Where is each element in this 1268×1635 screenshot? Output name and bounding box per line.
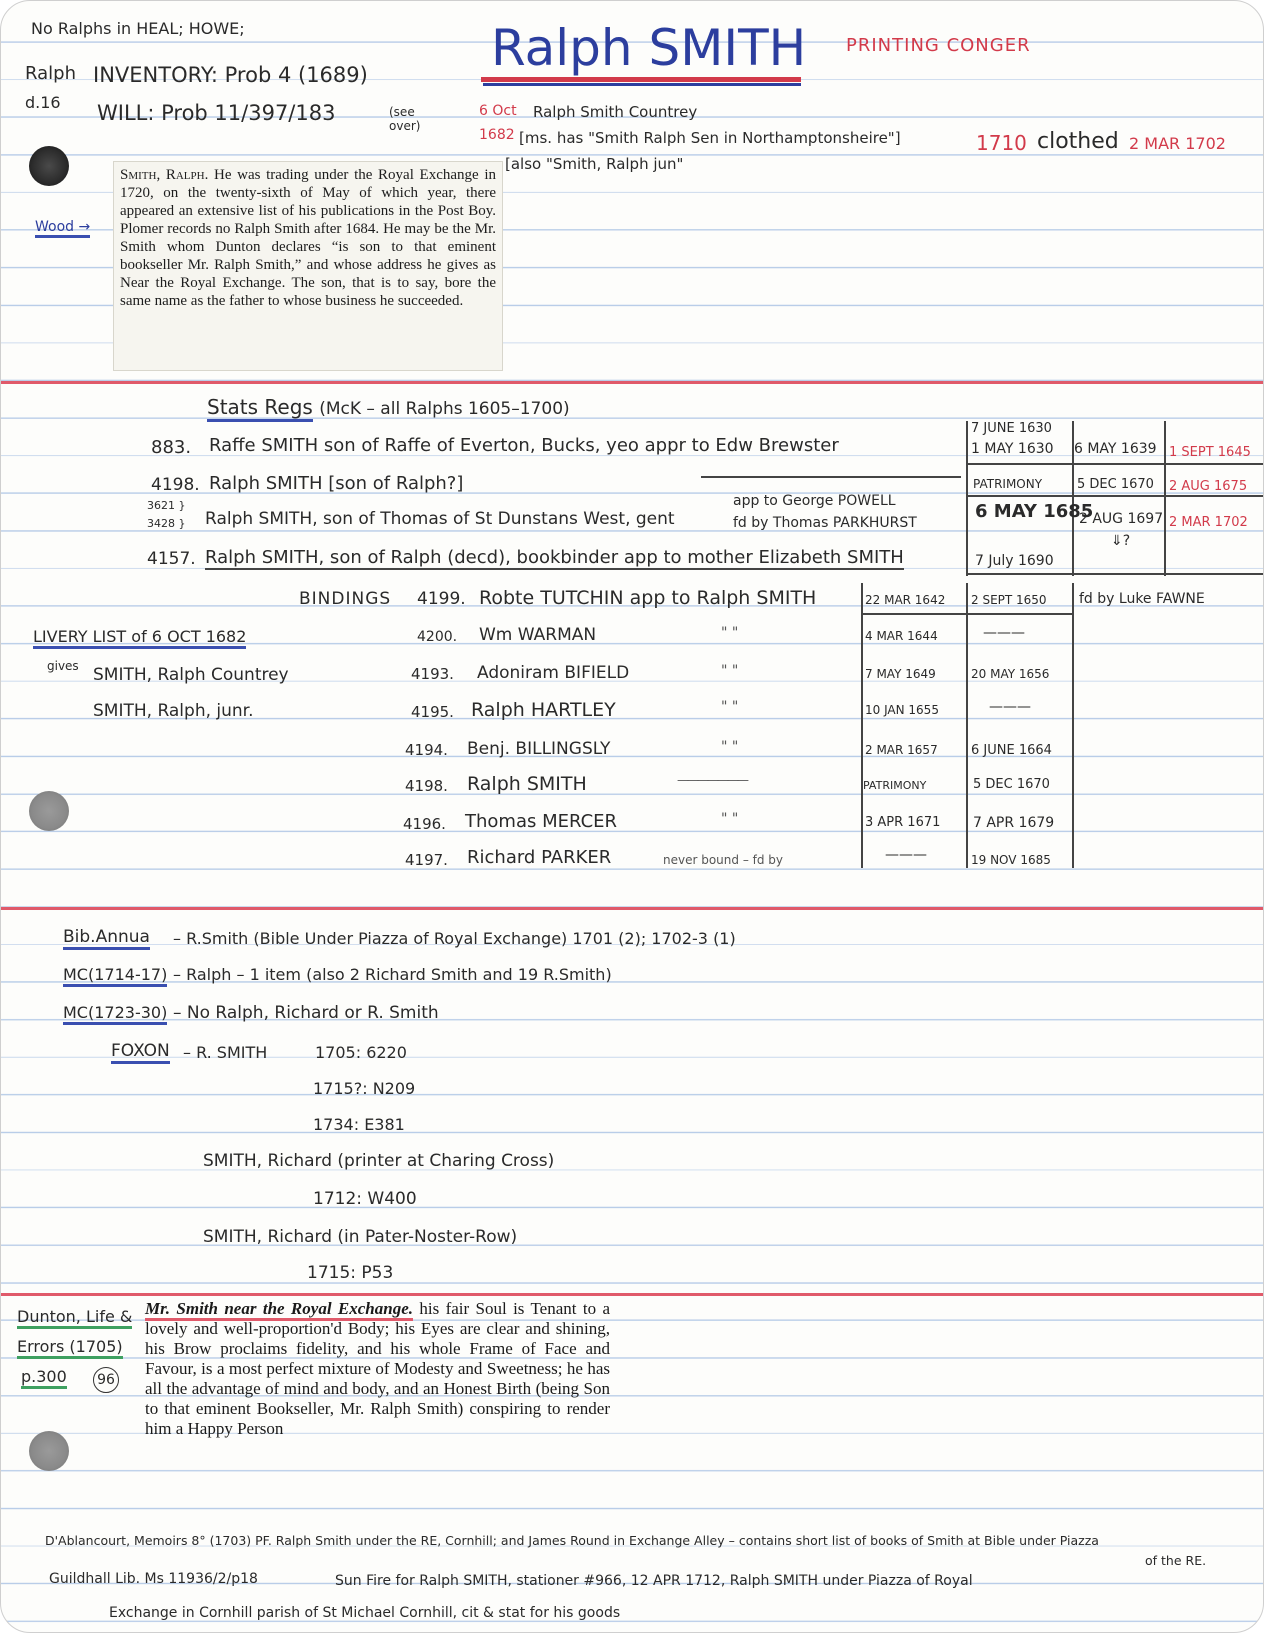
livery-heading-text: LIVERY LIST of 6 OCT 1682 xyxy=(33,627,246,649)
binding-num: 4193. xyxy=(411,665,454,683)
binding-name: Thomas MERCER xyxy=(465,811,618,832)
stats-row-num: 4157. xyxy=(147,549,196,569)
binding-ditto: " " xyxy=(721,663,739,679)
binding-date: 19 NOV 1685 xyxy=(971,853,1051,867)
will-ref: WILL: Prob 11/397/183 xyxy=(97,101,336,125)
category-tags: PRINTING CONGER xyxy=(846,35,1031,56)
punch-hole-top xyxy=(29,146,69,186)
date-6oct: 6 Oct xyxy=(479,103,517,119)
richard-smith-2-ref: 1715: P53 xyxy=(307,1263,394,1283)
stats-row-text: Ralph SMITH [son of Ralph?] xyxy=(209,473,464,494)
dunton-quote-text: his fair Soul is Tenant to a lovely and well-proportion'd Body; his Eyes are clear and shining, his Brow proclaims fidelity, and his whole Frame of Face and Favour, is a most perfect mixture of Modesty and Sweetness; he has all the advantage of mind and body, and an Honest Birth (being Son to that eminent Bookseller, Mr. Ralph Smith) conspiring to render him a Happy Person xyxy=(145,1299,610,1438)
stats-row-text: Raffe SMITH son of Raffe of Everton, Bucks, yeo appr to Edw Brewster xyxy=(209,435,839,456)
dunton-label-1 xyxy=(17,1307,132,1326)
stats-regs-title: Stats Regs xyxy=(207,395,313,422)
foxon-ref: 1734: E381 xyxy=(313,1115,405,1134)
ref-text: – R. SMITH xyxy=(183,1043,268,1062)
grid-line xyxy=(701,476,961,478)
binding-name: Robte TUTCHIN app to Ralph SMITH xyxy=(479,587,817,609)
wood-label-text: Wood → xyxy=(35,219,90,238)
clothed-year: 1710 xyxy=(976,131,1027,155)
section-divider-1 xyxy=(1,381,1263,384)
livery-heading xyxy=(33,627,246,646)
binding-date: PATRIMONY xyxy=(863,779,927,792)
wood-clipping xyxy=(113,161,503,371)
stats-row-num: 4198. xyxy=(151,475,200,495)
ref-foxon xyxy=(111,1041,170,1061)
binding-date: 2 MAR 1657 xyxy=(865,743,938,757)
ref-label: MC(1723-30) xyxy=(63,1003,167,1025)
binding-num: 4197. xyxy=(405,851,448,869)
ref-text: – No Ralph, Richard or R. Smith xyxy=(173,1003,439,1023)
binding-num: 4196. xyxy=(403,815,446,833)
ref-bib-annua xyxy=(63,927,150,947)
section-divider-3 xyxy=(1,1293,1263,1296)
stats-date: 7 July 1690 xyxy=(975,553,1054,569)
livery-gives: gives xyxy=(47,659,79,673)
dablancourt-note-end: of the RE. xyxy=(1145,1553,1207,1568)
dunton-label-2 xyxy=(17,1337,123,1356)
dunton-page-text: p.300 xyxy=(21,1367,67,1389)
binding-num: 4200. xyxy=(417,629,458,645)
grid-line xyxy=(966,583,968,868)
stats-date: 7 JUNE 1630 xyxy=(971,421,1052,436)
livery-note-2: [ms. has "Smith Ralph Sen in Northamptonsheire"] xyxy=(519,129,901,147)
stats-date: 1 MAY 1630 xyxy=(971,441,1054,457)
ref-mc-1714 xyxy=(63,965,167,984)
page-title: Ralph SMITH xyxy=(491,19,807,77)
died-label: d.16 xyxy=(25,93,61,112)
binding-num: 4198. xyxy=(405,777,448,795)
ref-mc-1723 xyxy=(63,1003,167,1022)
wood-label xyxy=(35,219,90,235)
grid-line xyxy=(966,495,1264,497)
dunton-page xyxy=(21,1367,67,1386)
wood-clipping-lead: Smith, Ralph. xyxy=(120,167,209,183)
inventory-ref: INVENTORY: Prob 4 (1689) xyxy=(93,63,368,87)
sunfire-note: Sun Fire for Ralph SMITH, stationer #966, 12 APR 1712, Ralph SMITH under Piazza of Royal xyxy=(335,1573,973,1589)
grid-line xyxy=(1164,421,1166,576)
grid-line xyxy=(966,421,968,576)
stats-date: 6 MAY 1685 xyxy=(975,501,1094,522)
grid-line xyxy=(861,583,863,868)
binding-name: Benj. BILLINGSLY xyxy=(467,739,611,759)
livery-entry-1: SMITH, Ralph Countrey xyxy=(93,665,289,685)
dunton-label-text: Dunton, Life & xyxy=(17,1307,132,1329)
bindings-label: BINDINGS xyxy=(299,589,392,609)
binding-ditto: " " xyxy=(721,811,739,827)
sunfire-note-2: Exchange in Cornhill parish of St Michael Cornhill, cit & stat for his goods xyxy=(109,1605,621,1621)
binding-date: 3 APR 1671 xyxy=(865,815,941,830)
ref-label: Bib.Annua xyxy=(63,927,150,950)
binding-date: 20 MAY 1656 xyxy=(971,667,1050,681)
stats-regs-note: (McK – all Ralphs 1605–1700) xyxy=(319,399,570,419)
binding-date: 10 JAN 1655 xyxy=(865,703,939,717)
richard-smith-2: SMITH, Richard (in Pater-Noster-Row) xyxy=(203,1227,518,1247)
title-underline xyxy=(481,77,801,82)
guildhall-ref: Guildhall Lib. Ms 11936/2/p18 xyxy=(49,1571,258,1587)
stats-regs-heading xyxy=(207,395,570,419)
livery-note-1: Ralph Smith Countrey xyxy=(533,103,698,121)
livery-note-3: [also "Smith, Ralph jun" xyxy=(505,155,684,173)
stats-date: PATRIMONY xyxy=(973,477,1043,491)
stats-row-app: app to George POWELL xyxy=(733,493,896,509)
binding-name: Adoniram BIFIELD xyxy=(477,663,630,683)
stats-row-fd: fd by Thomas PARKHURST xyxy=(733,515,917,531)
binding-date: 2 SEPT 1650 xyxy=(971,593,1047,607)
binding-name: Richard PARKER xyxy=(467,847,612,868)
stats-date: 5 DEC 1670 xyxy=(1077,477,1154,492)
ref-text: – R.Smith (Bible Under Piazza of Royal Exchange) 1701 (2); 1702-3 (1) xyxy=(173,929,736,948)
stats-row-text xyxy=(205,547,904,568)
grid-line xyxy=(966,463,1264,465)
dunton-quote xyxy=(145,1299,610,1439)
richard-smith-1-ref: 1712: W400 xyxy=(313,1189,417,1209)
binding-name: Ralph SMITH xyxy=(467,773,587,795)
binding-date: ——— xyxy=(983,625,1025,641)
binding-date: 7 APR 1679 xyxy=(973,815,1055,831)
foxon-ref: 1705: 6220 xyxy=(315,1043,407,1062)
binding-ditto: " " xyxy=(721,699,739,715)
title-underline-blue xyxy=(483,83,801,86)
binding-ditto: never bound – fd by xyxy=(663,853,784,867)
clothed-word: clothed xyxy=(1037,129,1119,154)
stats-date: 2 AUG 1697 xyxy=(1079,511,1164,527)
ref-label: MC(1714-17) xyxy=(63,965,167,987)
grid-line xyxy=(861,613,1072,615)
see-over-note: (see over) xyxy=(389,105,421,133)
binding-num: 4199. xyxy=(417,589,466,609)
binding-date: ——— xyxy=(989,699,1031,715)
clothed-date: 2 MAR 1702 xyxy=(1129,134,1226,153)
dunton-number: 96 xyxy=(93,1367,119,1393)
stats-date: 2 AUG 1675 xyxy=(1169,479,1248,494)
binding-name: Wm WARMAN xyxy=(479,625,597,645)
stats-date: 1 SEPT 1645 xyxy=(1169,445,1251,460)
binding-date: 22 MAR 1642 xyxy=(865,593,946,607)
dunton-label-text: Errors (1705) xyxy=(17,1337,123,1359)
binding-date: 7 MAY 1649 xyxy=(865,667,936,681)
binding-name: Ralph HARTLEY xyxy=(471,699,616,721)
punch-hole-bottom xyxy=(29,1431,69,1471)
section-divider-2 xyxy=(1,907,1263,910)
ralph-label: Ralph xyxy=(25,63,76,84)
stats-date: 6 MAY 1639 xyxy=(1074,441,1157,457)
richard-smith-1: SMITH, Richard (printer at Charing Cross) xyxy=(203,1151,555,1171)
stats-row-text-inner: Ralph SMITH, son of Ralph (decd), bookbinder app to mother Elizabeth SMITH xyxy=(205,547,904,568)
dablancourt-note: D'Ablancourt, Memoirs 8° (1703) PF. Ralph Smith under the RE, Cornhill; and James Round in Exchange Alley – contains short list of books of Smith at Bible under Piazza xyxy=(45,1533,1099,1548)
punch-hole-middle xyxy=(29,791,69,831)
wood-clipping-text: He was trading under the Royal Exchange in 1720, on the twenty-sixth of May of which year, there appeared an extensive list of his publications in the Post Boy. Plomer records no Ralph Smith after 1684. He may be the Mr. Smith whom Dunton declares “is son to that eminent bookseller Mr. Ralph Smith,” and whose address he gives as Near the Royal Exchange. The son, that is to say, bore the same name as the father to whose business he succeeded. xyxy=(120,167,496,309)
binding-date: 4 MAR 1644 xyxy=(865,629,938,643)
no-ralphs-note: No Ralphs in HEAL; HOWE; xyxy=(31,19,245,38)
binding-date: ——— xyxy=(885,847,927,863)
binding-ditto: " " xyxy=(721,625,739,641)
binding-date: 6 JUNE 1664 xyxy=(971,743,1052,758)
ref-text: – Ralph – 1 item (also 2 Richard Smith and 19 R.Smith) xyxy=(173,965,612,984)
grid-line xyxy=(1072,583,1074,868)
stats-row-num: 3621 } xyxy=(147,499,186,512)
binding-ditto: ——————— xyxy=(677,773,747,787)
binding-num: 4194. xyxy=(405,741,448,759)
binding-ditto: " " xyxy=(721,739,739,755)
grid-line xyxy=(966,573,1264,575)
foxon-ref: 1715?: N209 xyxy=(313,1079,416,1098)
stats-row-num-2: 3428 } xyxy=(147,517,186,530)
livery-entry-2: SMITH, Ralph, junr. xyxy=(93,701,254,721)
stats-date-query: ⇓? xyxy=(1111,533,1131,549)
binding-freed: fd by Luke FAWNE xyxy=(1079,591,1205,607)
stats-row-num: 883. xyxy=(151,437,192,458)
date-1682: 1682 xyxy=(479,127,515,143)
stats-row-text: Ralph SMITH, son of Thomas of St Dunstans West, gent xyxy=(205,509,675,529)
dunton-quote-lead: Mr. Smith near the Royal Exchange. xyxy=(145,1299,413,1321)
binding-num: 4195. xyxy=(411,703,454,721)
binding-date: 5 DEC 1670 xyxy=(973,777,1050,792)
stats-date: 2 MAR 1702 xyxy=(1169,515,1248,530)
ref-label: FOXON xyxy=(111,1041,170,1064)
